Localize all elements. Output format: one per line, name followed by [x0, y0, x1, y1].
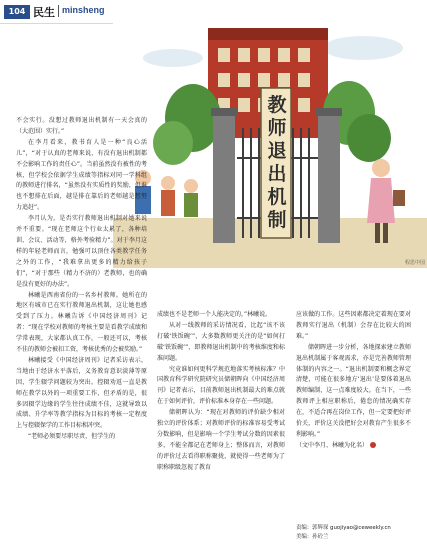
sign-char: 制 [267, 209, 287, 231]
sign-char: 退 [267, 140, 287, 162]
designer-credit: 美编：孙砼兰 [296, 534, 329, 540]
section-brand: minsheng [62, 5, 105, 15]
article-column-left [16, 116, 147, 443]
article-paragraph: 李月认为，是否实行教师退出机制对她来说并不重要。“现在老师这个行业太累了，各种培训、会议、活动等，格外考验精力”。对于李月这样的年轻老师而言，勉强可以顶住各类教学任务之外的工作，“我难拿出更多的精力给孩子们”，“对于那些（精力不济的）老教师，也的确是没有更好的办法”。 [16, 215, 147, 288]
author-note: （文中李月、林曦为化名） [296, 441, 369, 449]
sign-char: 师 [267, 117, 287, 139]
editor-credit: 责编：郭辉琛 guojiyao@ceweekly.cn [296, 525, 391, 531]
article-paragraph: 不会实行。没想过教师退出机制有一天会真的（大范围）实行。” [16, 117, 147, 135]
page-number: 104 [4, 5, 30, 19]
article-paragraph: 究竟谁如何更科学规范地落实考核标准？中国教育科学研究院研究员储朝晖向《中国经济周刊》记者表示，目前教师退出机制最大的难点就在于如何评价，评价标准本身存在一些问题。 [157, 365, 285, 406]
article-paragraph [296, 441, 411, 452]
article-paragraph: 林曦接受《中国经济周刊》记者采访表示，当地由于经济水平落后，义务教育意识淡薄等原因，学生辍学问题较为突出。控辍劝返一直是教师在教学以外的一项重要工作，但矛盾的是，很多因辍学边缘的学生往往成绩不佳，这就导致以成绩、升学率等教学指标为目标的考核一定程度上与控辍保学的工作目标相冲突。 [16, 356, 147, 430]
section-title: 民生 [33, 6, 55, 19]
end-mark-icon [370, 442, 376, 448]
article-paragraph: 储朝晖认为：“现在对教师的评价缺少相对独立的评价体系；对教师评价的标准容易受考试分数影响，但是影响一个学生考试分数的因素很多，不能全都记在老师身上；整体而言，对教师的评价过去看得职称聚拢，就使得一些老师为了职称职级忽视了教育 [157, 409, 285, 471]
article-paragraph: 从对一线教师的采访情况看，比起“该不该打破‘铁饭碗’”，大多数教师更关注的是“如何打破‘铁饭碗’”，即教师退出机制中的考核维度和标准问题。 [157, 321, 285, 362]
sign-char: 出 [267, 163, 287, 185]
article-paragraph: 林曦是西南省份的一名乡村教师。她所在的地区有城市已在实行教师退出机制，这让她也感受到了压力。林曦告诉《中国经济周刊》记者：“现在学校对教师的考核主要是看教学成绩和学常表现，大家都认真工作，一般还可以，考核不佳的教师会被扣工资，考核优秀的会被奖励。” [16, 291, 147, 354]
article-paragraph: 储朝晖进一步分析，各地探索建立教师退出机制属于客观需求，亦是完善教师管理体制的内容之一。“退出机制要和概念界定清楚，可能在很多地方‘退出’是要体着退出教师编制，这一点难度较大。在当下，一些教师评上相应职称后，倦怠的情况确实存在，不适合再在岗位工作，但一定要把好评价关，评价这关没把好会对教育产生很多不利影响。” [296, 343, 411, 438]
artist-tag: 程思中国 [405, 260, 426, 266]
header-divider [58, 5, 59, 17]
sign-char: 机 [267, 186, 287, 208]
article-paragraph: 在李月看来，教书育人是一种“良心活儿”，“对于认真的老师来说，有没有退出机制都不会影响工作的责任心”。当前虽然没有被性的考核，但学校会依据学生成绩等指标对同一学科组的教师进行排名，“虽然没有实质性的奖励，但谁也不想排在后面，越是排在靠后的老师越是想努力追赶”。 [16, 138, 147, 212]
article-paragraph: 应该做的工作。这些因素都决定着现在要对教师实行退出（机制）会存在比较大的困难。” [296, 311, 411, 340]
page-credits [296, 524, 391, 542]
gate-sign-text [262, 94, 292, 232]
article-column-middle [157, 310, 285, 474]
sign-char: 教 [267, 94, 287, 116]
article-column-right [296, 310, 411, 452]
article-paragraph: “老师必须要尽职尽责，但学生的 [28, 433, 116, 441]
article-paragraph: 成绩也不是老师一个人能决定的，”林曦说。 [157, 311, 272, 318]
